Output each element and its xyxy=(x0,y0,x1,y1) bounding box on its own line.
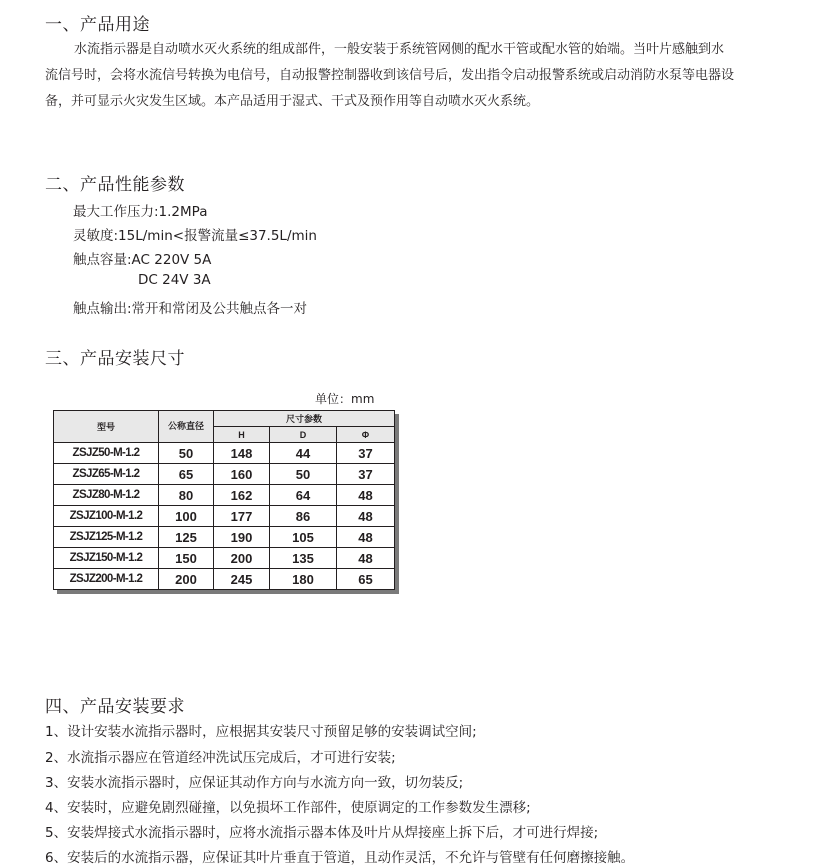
cell-model: ZSJZ50-M-1.2 xyxy=(54,443,159,464)
unit-label: 单位：mm xyxy=(315,392,375,406)
cell-model: ZSJZ125-M-1.2 xyxy=(54,527,159,548)
param-max-pressure: 最大工作压力:1.2MPa xyxy=(73,204,208,220)
param-sensitivity: 灵敏度:15L/min<报警流量≤37.5L/min xyxy=(73,228,317,244)
requirement-item-5: 5、安装焊接式水流指示器时，应将水流指示器本体及叶片从焊接座上拆下后，才可进行焊接; xyxy=(45,825,599,841)
dimension-table-wrapper xyxy=(53,410,395,590)
cell-d: 44 xyxy=(270,443,337,464)
table-row xyxy=(54,464,395,485)
cell-h: 190 xyxy=(214,527,270,548)
header-dims: 尺寸参数 xyxy=(214,411,395,427)
header-d: D xyxy=(270,427,337,443)
section-title-requirements: 四、产品安装要求 xyxy=(45,697,185,717)
param-contact-output: 触点输出:常开和常闭及公共触点各一对 xyxy=(73,301,308,317)
cell-h: 200 xyxy=(214,548,270,569)
cell-h: 162 xyxy=(214,485,270,506)
table-row xyxy=(54,569,395,590)
cell-phi: 65 xyxy=(337,569,395,590)
cell-h: 148 xyxy=(214,443,270,464)
section-title-performance: 二、产品性能参数 xyxy=(45,175,185,195)
usage-paragraph xyxy=(45,37,735,115)
cell-model: ZSJZ65-M-1.2 xyxy=(54,464,159,485)
table-row xyxy=(54,485,395,506)
cell-d: 50 xyxy=(270,464,337,485)
param-contact-dc: DC 24V 3A xyxy=(138,272,211,288)
cell-nominal: 125 xyxy=(159,527,214,548)
cell-phi: 48 xyxy=(337,527,395,548)
cell-phi: 48 xyxy=(337,548,395,569)
dimension-table xyxy=(53,410,395,590)
cell-d: 105 xyxy=(270,527,337,548)
header-nominal: 公称直径 xyxy=(159,411,214,443)
cell-phi: 37 xyxy=(337,464,395,485)
cell-d: 180 xyxy=(270,569,337,590)
cell-nominal: 80 xyxy=(159,485,214,506)
cell-h: 245 xyxy=(214,569,270,590)
cell-model: ZSJZ200-M-1.2 xyxy=(54,569,159,590)
table-row xyxy=(54,548,395,569)
usage-text: 水流指示器是自动喷水灭火系统的组成部件，一般安装于系统管网侧的配水干管或配水管的始端。当叶片感触到水流信号时，会将水流信号转换为电信号，自动报警控制器收到该信号后，发出指令启动报警系统或启动消防水泵等电器设备，并可显示火灾发生区域。本产品适用于湿式、干式及预作用等自动喷水灭火系统。 xyxy=(45,42,735,109)
requirement-item-6: 6、安装后的水流指示器，应保证其叶片垂直于管道，且动作灵活，不允许与管壁有任何磨擦接触。 xyxy=(45,850,635,866)
cell-phi: 37 xyxy=(337,443,395,464)
cell-model: ZSJZ80-M-1.2 xyxy=(54,485,159,506)
table-row xyxy=(54,527,395,548)
cell-nominal: 150 xyxy=(159,548,214,569)
cell-nominal: 50 xyxy=(159,443,214,464)
cell-d: 135 xyxy=(270,548,337,569)
cell-d: 86 xyxy=(270,506,337,527)
cell-h: 160 xyxy=(214,464,270,485)
header-h: H xyxy=(214,427,270,443)
requirement-item-2: 2、水流指示器应在管道经冲洗试压完成后，才可进行安装; xyxy=(45,750,396,766)
cell-h: 177 xyxy=(214,506,270,527)
table-row xyxy=(54,443,395,464)
cell-nominal: 100 xyxy=(159,506,214,527)
section-title-usage: 一、产品用途 xyxy=(45,15,150,35)
cell-d: 64 xyxy=(270,485,337,506)
cell-phi: 48 xyxy=(337,485,395,506)
cell-nominal: 200 xyxy=(159,569,214,590)
cell-model: ZSJZ100-M-1.2 xyxy=(54,506,159,527)
table-row xyxy=(54,506,395,527)
cell-model: ZSJZ150-M-1.2 xyxy=(54,548,159,569)
header-phi: Φ xyxy=(337,427,395,443)
section-title-dimensions: 三、产品安装尺寸 xyxy=(45,349,185,369)
requirement-item-3: 3、安装水流指示器时，应保证其动作方向与水流方向一致，切勿装反; xyxy=(45,775,464,791)
param-contact-ac: 触点容量:AC 220V 5A xyxy=(73,252,212,268)
cell-phi: 48 xyxy=(337,506,395,527)
header-model: 型号 xyxy=(54,411,159,443)
requirement-item-4: 4、安装时，应避免剧烈碰撞，以免损坏工作部件，使原调定的工作参数发生漂移; xyxy=(45,800,531,816)
requirement-item-1: 1、设计安装水流指示器时，应根据其安装尺寸预留足够的安装调试空间; xyxy=(45,724,477,740)
cell-nominal: 65 xyxy=(159,464,214,485)
